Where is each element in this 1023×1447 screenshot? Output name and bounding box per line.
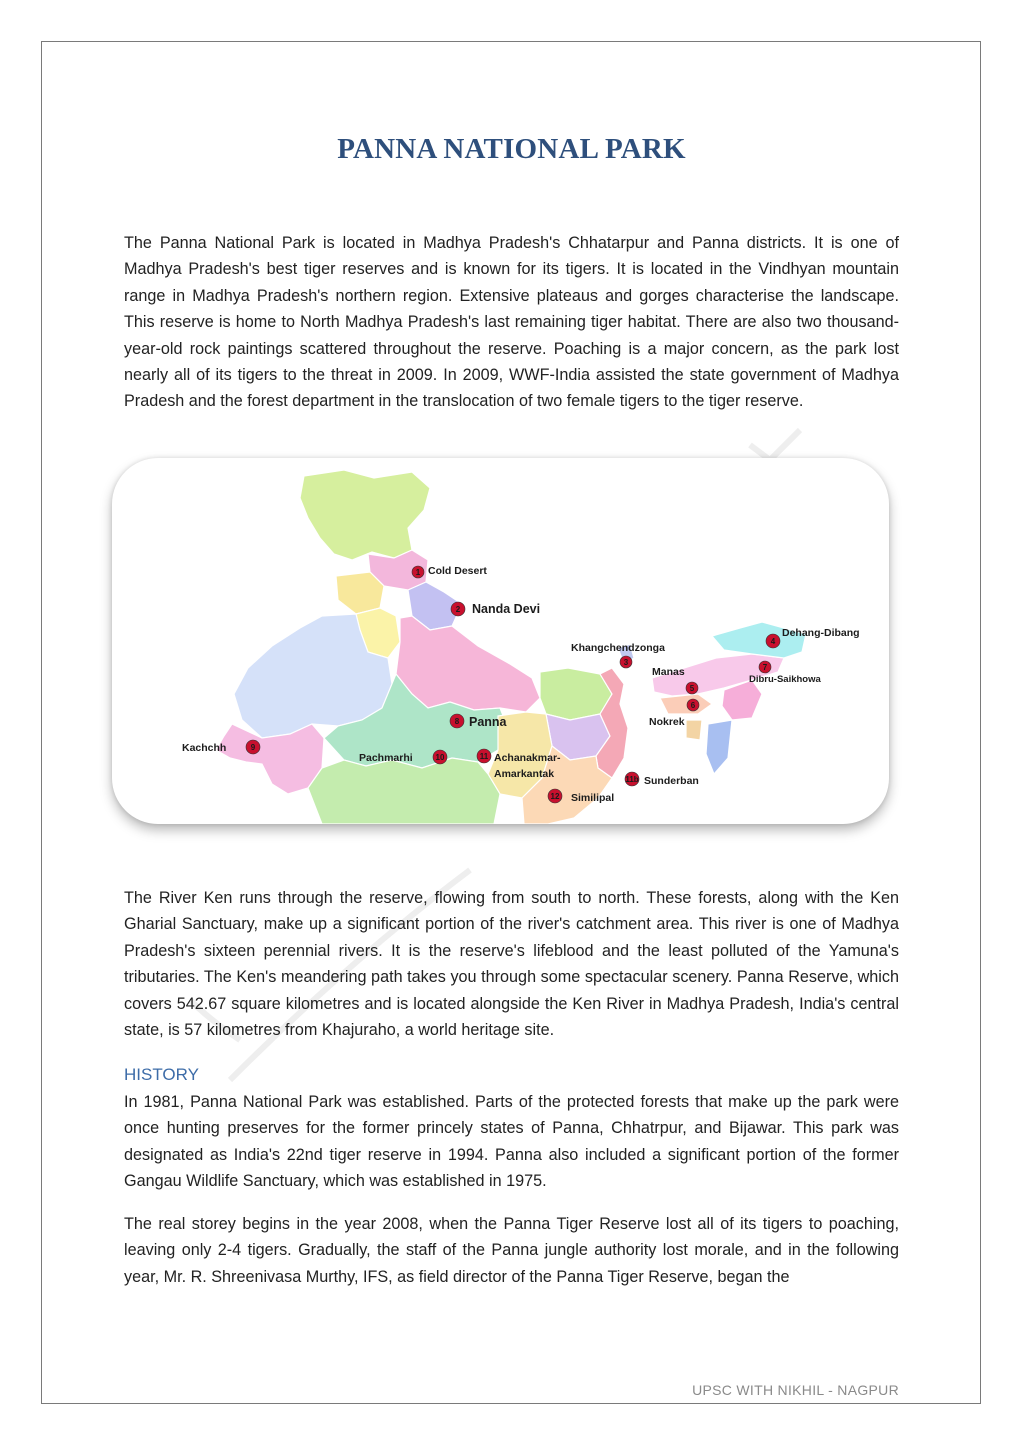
map-region-punjab (336, 572, 384, 614)
svg-text:4: 4 (770, 637, 776, 646)
intro-paragraph: The Panna National Park is located in Madhya Pradesh's Chhatarpur and Panna districts. It is one of Madhya Pradesh's best tiger reserves and is known for its tigers. It is located in the Vindhyan mountain range in Madhya Pradesh's northern region. Extensive plateaus and gorges characterise the landscape. This reserve is home to North Madhya Pradesh's last remaining tiger habitat. There are also two thousand-year-old rock paintings scattered throughout the reserve. Poaching is a major concern, as the park lost nearly all of its tigers to the threat in 2009. In 2009, WWF-India assisted the state government of Madhya Pradesh and the forest department in the translocation of two female tigers to the tiger reserve. (124, 234, 899, 411)
svg-text:3: 3 (623, 658, 629, 667)
label-pachmarhi: Pachmarhi (359, 752, 413, 764)
history-paragraph-2: The real storey begins in the year 2008, when the Panna Tiger Reserve lost all of its tigers to poaching, leaving only 2-4 tigers. Gradually, the staff of the Panna jungle authority lost morale, and in the following year, Mr. R. Shreenivasa Murthy, IFS, as field director of the Panna Tiger Reserve, began the (124, 1215, 899, 1286)
svg-text:5: 5 (689, 684, 695, 693)
map-region-maharashtra (308, 758, 500, 824)
marker-8 (450, 714, 464, 728)
svg-text:10: 10 (435, 753, 445, 762)
svg-text:9: 9 (250, 743, 256, 752)
label-nokrek: Nokrek (649, 716, 685, 728)
svg-text:11b: 11b (625, 775, 639, 784)
marker-4 (766, 634, 780, 648)
page-footer: UPSC WITH NIKHIL - NAGPUR (692, 1382, 899, 1398)
river-paragraph: The River Ken runs through the reserve, flowing from south to north. These forests, along with the Ken Gharial Sanctuary, make up a significant portion of the river's catchment area. This river is one of Madhya Pradesh's sixteen perennial rivers. It is the reserve's lifeblood and the least polluted of the Yamuna's tributaries. The Ken's meandering path takes you through some spectacular scenery. Panna Reserve, which covers 542.67 square kilometres and is located alongside the Ken River in Madhya Pradesh, India's central state, is 57 kilometres from Khajuraho, a world heritage site. (124, 889, 899, 1040)
label-dehang-dibang: Dehang-Dibang (782, 627, 860, 639)
svg-text:12: 12 (550, 792, 560, 801)
marker-9 (246, 740, 260, 754)
label-achanakmar: Achanakmar- (494, 752, 561, 764)
label-khangchendzonga: Khangchendzonga (571, 642, 665, 654)
label-panna: Panna (469, 715, 507, 729)
map-region-tripura (686, 720, 702, 740)
label-nanda-devi: Nanda Devi (472, 602, 541, 616)
marker-13 (548, 789, 562, 803)
label-dibru-saikhowa: Dibru-Saikhowa (749, 674, 821, 685)
marker-12 (625, 772, 639, 786)
biosphere-reserves-map (112, 458, 889, 824)
map-region-mizoram (706, 720, 732, 774)
label-similipal: Similipal (571, 792, 615, 804)
label-kachchh: Kachchh (182, 742, 227, 754)
svg-text:2: 2 (455, 605, 461, 614)
svg-text:8: 8 (454, 717, 460, 726)
map-region-up (396, 616, 540, 712)
marker-1 (412, 566, 424, 578)
page-title: PANNA NATIONAL PARK (337, 133, 686, 165)
label-sunderban: Sunderban (644, 775, 699, 787)
svg-text:11: 11 (479, 752, 489, 761)
india-map-svg (112, 458, 889, 824)
marker-5 (686, 682, 698, 694)
marker-11 (477, 749, 491, 763)
history-heading: HISTORY (124, 1065, 199, 1084)
marker-6 (687, 699, 699, 711)
history-paragraph-1: In 1981, Panna National Park was established. Parts of the protected forests that make up the park were once hunting preserves for the former princely states of Panna, Chhatrpur, and Bijawar. This park was designated as India's 22nd tiger reserve in 1994. Panna also included a significant portion of the former Gangau Wildlife Sanctuary, which was established in 1975. (124, 1093, 899, 1191)
marker-7 (759, 661, 771, 673)
map-region-meghalaya (660, 694, 712, 714)
marker-2 (451, 602, 465, 616)
map-region-jk (300, 470, 430, 560)
marker-3 (620, 656, 632, 668)
svg-text:7: 7 (762, 663, 768, 672)
svg-text:6: 6 (690, 701, 696, 710)
svg-text:1: 1 (415, 568, 421, 577)
label-amarkantak: Amarkantak (494, 768, 555, 780)
label-manas: Manas (652, 666, 685, 678)
marker-10 (433, 750, 447, 764)
label-cold-desert: Cold Desert (428, 565, 487, 577)
